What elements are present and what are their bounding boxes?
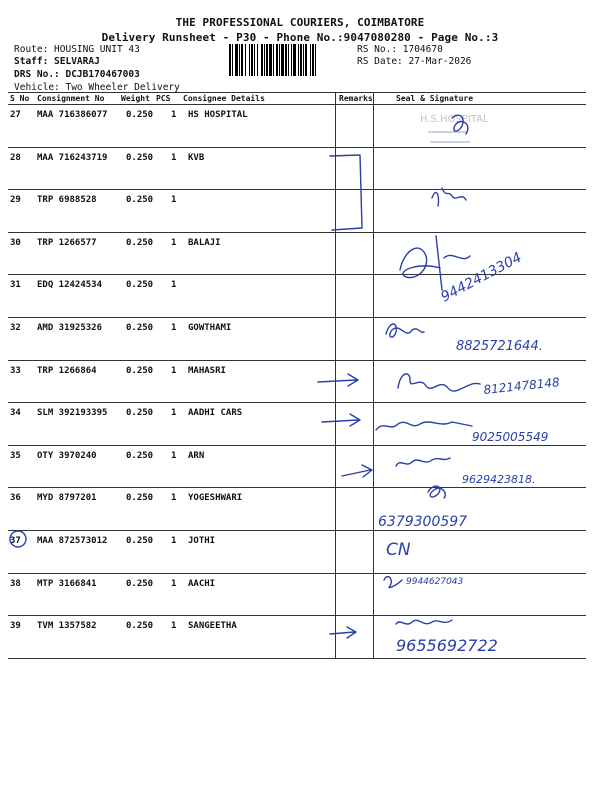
cell-pcs: 1 <box>171 152 177 163</box>
vehicle-label: Vehicle: Two Wheeler Delivery <box>14 82 180 93</box>
cell-consignment: MTP 3166841 <box>37 578 97 589</box>
signature-column-divider <box>373 92 374 658</box>
cell-sno: 35 <box>10 450 21 461</box>
barcode-bar <box>281 44 284 76</box>
signature-38 <box>384 577 402 588</box>
row-divider <box>8 658 586 659</box>
barcode-bar <box>276 44 278 76</box>
cell-consignee: BALAJI <box>188 237 221 248</box>
barcode-bar <box>285 44 287 76</box>
company-title: THE PROFESSIONAL COURIERS, COIMBATORE <box>175 16 425 29</box>
barcode-bar <box>229 44 231 76</box>
barcode-bar <box>266 44 268 76</box>
cell-pcs: 1 <box>171 280 177 291</box>
stamp-text: H.S.HOSPITAL <box>420 114 489 125</box>
signature-29 <box>432 188 466 206</box>
cell-consignment: MAA 716243719 <box>37 152 108 163</box>
remarks-arrow-35 <box>342 465 372 477</box>
barcode-bar <box>257 44 258 76</box>
cell-weight: 0.250 <box>126 621 154 632</box>
cell-pcs: 1 <box>171 110 177 120</box>
table-top-border <box>8 92 586 93</box>
remarks-column-divider <box>335 92 336 658</box>
barcode-bar <box>254 44 255 76</box>
signature-30 <box>400 236 470 290</box>
hospital-stamp <box>420 114 489 142</box>
signature-32 <box>386 324 424 337</box>
row-divider <box>8 530 586 531</box>
cell-sno: 37 <box>10 536 21 546</box>
cell-pcs: 1 <box>171 323 177 333</box>
cell-pcs: 1 <box>171 408 177 419</box>
cell-consignee: YOGESHWARI <box>188 493 243 504</box>
barcode-bar <box>310 44 311 76</box>
cell-sno: 36 <box>10 493 21 504</box>
barcode-bar <box>273 44 274 76</box>
row-divider <box>8 487 586 488</box>
phone-38: 9944627043 <box>406 577 464 587</box>
cell-weight: 0.250 <box>126 365 154 376</box>
staff-label: Staff: SELVARAJ <box>14 56 100 67</box>
col-header-sno: S No <box>10 94 30 103</box>
barcode-bar <box>288 44 289 76</box>
row-divider <box>8 573 586 574</box>
runsheet-subtitle: Delivery Runsheet - P30 - Phone No.:9047080280 - Page No.:3 <box>101 31 499 44</box>
row-divider <box>8 232 586 233</box>
col-header-consignment: Consignment No <box>37 94 105 103</box>
cell-consignee: JOTHI <box>188 536 216 546</box>
phone-39: 9655692722 <box>396 636 498 655</box>
cell-consignment: AMD 31925326 <box>37 323 103 333</box>
cell-consignee: MAHASRI <box>188 365 226 376</box>
row-divider <box>8 360 586 361</box>
cell-sno: 30 <box>10 237 21 248</box>
barcode-bar <box>249 44 250 76</box>
barcode-image <box>229 44 351 76</box>
row-divider <box>8 402 586 403</box>
drs-number: DRS No.: DCJB170467003 <box>14 69 140 80</box>
cell-pcs: 1 <box>171 621 177 632</box>
phone-32: 8825721644. <box>456 339 543 354</box>
signature-27 <box>452 115 468 134</box>
cell-consignment: OTY 3970240 <box>37 450 97 461</box>
col-header-remarks: Remarks <box>339 94 373 103</box>
cell-sno: 33 <box>10 365 21 376</box>
signature-34 <box>376 422 472 430</box>
cell-sno: 27 <box>10 110 21 120</box>
cell-weight: 0.250 <box>126 152 154 163</box>
cell-sno: 31 <box>10 280 21 291</box>
cell-weight: 0.250 <box>126 578 154 589</box>
cell-weight: 0.250 <box>126 280 154 291</box>
barcode-bar <box>264 44 265 76</box>
route-label: Route: HOUSING UNIT 43 <box>14 44 140 55</box>
barcode-bar <box>261 44 263 76</box>
cell-consignment: MAA 872573012 <box>37 536 108 546</box>
phone-36: 6379300597 <box>378 514 468 530</box>
barcode-bar <box>291 44 292 76</box>
barcode-bar <box>303 44 304 76</box>
cell-weight: 0.250 <box>126 195 154 206</box>
cell-consignment: TVM 1357582 <box>37 621 97 632</box>
cell-consignment: EDQ 12424534 <box>37 280 103 291</box>
phone-30: 9442413304 <box>438 249 525 306</box>
barcode-bar <box>305 44 307 76</box>
col-header-pcs: PCS <box>156 94 171 103</box>
cell-pcs: 1 <box>171 536 177 546</box>
cell-weight: 0.250 <box>126 450 154 461</box>
rs-number: RS No.: 1704670 <box>357 44 443 55</box>
cell-consignee: ARN <box>188 450 205 461</box>
row-divider <box>8 274 586 275</box>
cell-sno: 32 <box>10 323 21 333</box>
signature-39 <box>396 620 452 624</box>
barcode-bar <box>293 44 296 76</box>
row-divider <box>8 147 586 148</box>
remarks-arrow-34 <box>322 414 360 426</box>
cell-consignment: TRP 1266577 <box>37 237 97 248</box>
cell-consignee: HS HOSPITAL <box>188 110 248 120</box>
row-divider <box>8 445 586 446</box>
barcode-bar <box>279 44 280 76</box>
cell-pcs: 1 <box>171 237 177 248</box>
cell-weight: 0.250 <box>126 408 154 419</box>
barcode-bar <box>300 44 302 76</box>
cell-sno: 28 <box>10 152 21 163</box>
col-header-weight: Weight <box>121 94 150 103</box>
cell-pcs: 1 <box>171 450 177 461</box>
signature-33 <box>398 374 480 391</box>
cell-consignee: AACHI <box>188 578 216 589</box>
col-header-consignee: Consignee Details <box>183 94 265 103</box>
remarks-arrow-33 <box>318 374 358 386</box>
cell-pcs: 1 <box>171 578 177 589</box>
col-header-signature: Seal & Signature <box>396 94 474 103</box>
table-header-border <box>8 104 586 105</box>
cell-sno: 34 <box>10 408 21 419</box>
phone-34: 9025005549 <box>472 430 549 444</box>
signature-35 <box>396 458 450 466</box>
cell-consignee: SANGEETHA <box>188 621 237 632</box>
phone-33: 8121478148 <box>482 375 561 397</box>
cell-weight: 0.250 <box>126 323 154 333</box>
remarks-arrow-39 <box>330 627 356 638</box>
barcode-bar <box>269 44 272 76</box>
rs-date: RS Date: 27-Mar-2026 <box>357 56 472 67</box>
phone-35: 9629423818. <box>462 473 536 486</box>
cell-pcs: 1 <box>171 195 177 206</box>
barcode-bar <box>239 44 240 76</box>
cell-consignment: MYD 8797201 <box>37 493 97 504</box>
cell-consignee: GOWTHAMI <box>188 323 232 333</box>
cell-pcs: 1 <box>171 493 177 504</box>
mark-37: CN <box>386 540 411 560</box>
barcode-bar <box>245 44 246 76</box>
cell-weight: 0.250 <box>126 493 154 504</box>
barcode-bar <box>241 44 243 76</box>
cell-consignment: TRP 6988528 <box>37 195 97 206</box>
barcode-bar <box>298 44 299 76</box>
cell-sno: 29 <box>10 195 21 206</box>
cell-sno: 38 <box>10 578 21 589</box>
cell-consignment: MAA 716386077 <box>37 110 108 120</box>
cell-pcs: 1 <box>171 365 177 376</box>
cell-weight: 0.250 <box>126 110 154 120</box>
row-divider <box>8 317 586 318</box>
cell-consignment: SLM 392193395 <box>37 408 108 419</box>
cell-consignment: TRP 1266864 <box>37 365 97 376</box>
barcode-bar <box>232 44 233 76</box>
cell-weight: 0.250 <box>126 237 154 248</box>
row-divider <box>8 615 586 616</box>
cell-consignee: KVB <box>188 152 205 163</box>
cell-sno: 39 <box>10 621 21 632</box>
barcode-bar <box>312 44 314 76</box>
row-divider <box>8 189 586 190</box>
barcode-bar <box>251 44 253 76</box>
cell-consignee: AADHI CARS <box>188 408 243 419</box>
barcode-bar <box>235 44 238 76</box>
barcode-bar <box>315 44 316 76</box>
cell-weight: 0.250 <box>126 536 154 546</box>
